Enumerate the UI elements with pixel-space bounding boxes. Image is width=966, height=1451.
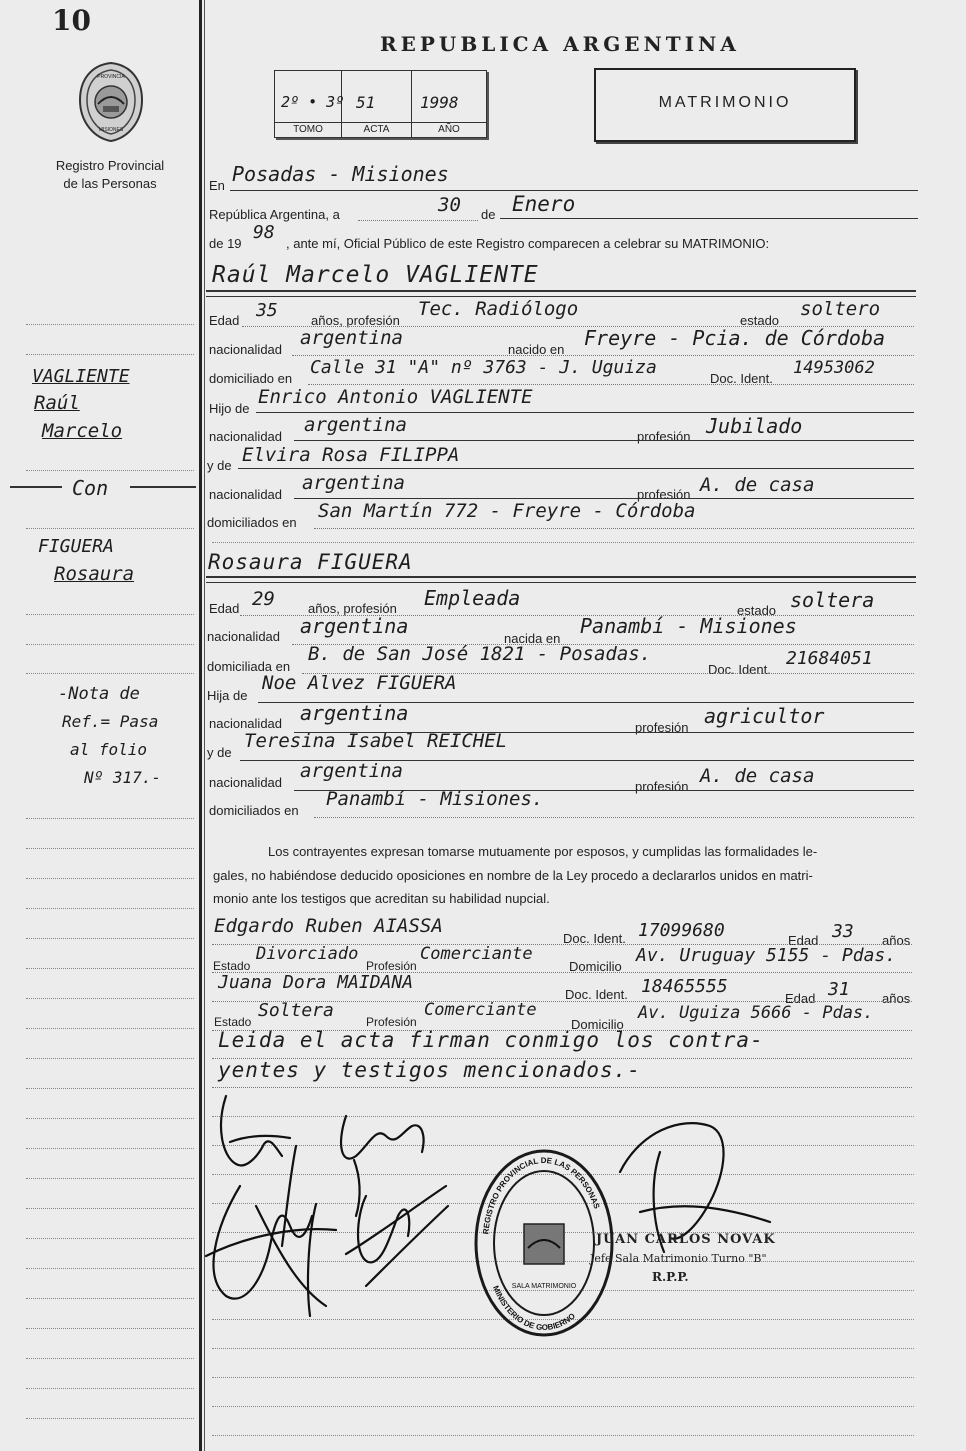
label-y-de-groom: y de bbox=[207, 458, 232, 473]
margin-con: Con bbox=[72, 476, 109, 500]
body-line-1: Los contrayentes expresan tomarse mutuamente por esposos, y cumplidas las formalidades le- bbox=[268, 844, 818, 859]
margin-bride-surname: FIGUERA bbox=[38, 536, 114, 557]
groom-doc: 14953062 bbox=[793, 358, 875, 378]
seal-top-text: PROVINCIA bbox=[97, 74, 125, 80]
place-value: Posadas - Misiones bbox=[232, 162, 449, 186]
bride-edad: 29 bbox=[252, 588, 275, 610]
signatures bbox=[186, 1086, 476, 1340]
groom-father: Enrico Antonio VAGLIENTE bbox=[258, 386, 533, 408]
stamp-outer-bottom: MINISTERIO DE GOBIERNO bbox=[491, 1284, 577, 1333]
groom-father-nac: argentina bbox=[304, 414, 407, 436]
day-value: 30 bbox=[438, 194, 461, 216]
label-nac-groom: nacionalidad bbox=[209, 342, 283, 357]
doc-type-box bbox=[594, 68, 856, 142]
registro-line1: Registro Provincial bbox=[55, 158, 165, 173]
witness1-estado: Divorciado bbox=[256, 944, 359, 964]
doc-type-title: MATRIMONIO bbox=[658, 94, 792, 111]
page-number: 10 bbox=[52, 4, 91, 37]
label-estado-w2: Estado bbox=[214, 1015, 252, 1029]
label-estado-w1: Estado bbox=[213, 959, 251, 973]
groom-mother-prof: A. de casa bbox=[700, 474, 815, 496]
stamp-inner: SALA MATRIMONIO bbox=[511, 1283, 577, 1290]
groom-edad: 35 bbox=[256, 300, 278, 321]
label-edad-w1: Edad bbox=[788, 933, 819, 948]
witness1-edad: 33 bbox=[832, 921, 854, 942]
closing-line-1: Leida el acta firman conmigo los contra- bbox=[218, 1028, 764, 1052]
groom-mother-nac: argentina bbox=[302, 472, 405, 494]
label-prof-w2: Profesión bbox=[366, 1015, 417, 1029]
official-title: Jefe Sala Matrimonio Turno "B" bbox=[590, 1252, 767, 1265]
bride-father-nac: argentina bbox=[300, 701, 409, 725]
label-de: de bbox=[481, 207, 496, 222]
label-nac-groom-father: nacionalidad bbox=[209, 429, 283, 444]
label-estado-bride: estado bbox=[737, 603, 777, 618]
margin-note-4: Nº 317.- bbox=[84, 768, 162, 787]
label-doc-w2: Doc. Ident. bbox=[565, 987, 628, 1002]
groom-profesion: Tec. Radiólogo bbox=[418, 298, 579, 320]
body-line-2: gales, no habiéndose deducido oposiciones en nombre de la Ley procedo a declararlos unidos en matri- bbox=[213, 868, 813, 883]
bride-father: Noe Alvez FIGUERA bbox=[262, 672, 457, 694]
label-prof-groom-father: profesión bbox=[637, 429, 691, 444]
witness1-domicilio: Av. Uruguay 5155 - Pdas. bbox=[636, 945, 897, 966]
label-prof-bride-father: profesión bbox=[635, 720, 689, 735]
label-anos-w2: años bbox=[882, 991, 911, 1006]
label-nacido-en: nacido en bbox=[508, 342, 565, 357]
witness2-name: Juana Dora MAIDANA bbox=[218, 972, 414, 993]
label-doms-bride: domiciliados en bbox=[209, 803, 299, 818]
label-hija-de: Hija de bbox=[207, 688, 248, 703]
label-nac-groom-mother: nacionalidad bbox=[209, 487, 283, 502]
label-edad-groom: Edad bbox=[209, 313, 240, 328]
groom-nacido-en: Freyre - Pcia. de Córdoba bbox=[584, 326, 886, 350]
label-prof-groom-mother: profesión bbox=[637, 487, 691, 502]
bride-parents-dom: Panambí - Misiones. bbox=[326, 788, 544, 810]
witness2-profesion: Comerciante bbox=[424, 1000, 537, 1020]
label-prof-w1: Profesión bbox=[366, 959, 417, 973]
bride-domicilio: B. de San José 1821 - Posadas. bbox=[308, 643, 652, 665]
label-en: En bbox=[209, 178, 225, 193]
country-title: REPUBLICA ARGENTINA bbox=[380, 32, 740, 56]
margin-groom-name1: Raúl bbox=[34, 392, 80, 414]
acta-value: 51 bbox=[356, 93, 376, 112]
bride-father-prof: agricultor bbox=[704, 704, 825, 728]
groom-mother: Elvira Rosa FILIPPA bbox=[242, 444, 460, 466]
label-dom-w1: Domicilio bbox=[569, 959, 622, 974]
bride-nacionalidad: argentina bbox=[300, 614, 409, 638]
groom-estado: soltero bbox=[800, 298, 881, 320]
label-nac-bride-father: nacionalidad bbox=[209, 716, 283, 731]
bride-nacida-en: Panambí - Misiones bbox=[580, 614, 797, 638]
bride-full-name: Rosaura FIGUERA bbox=[208, 550, 413, 574]
label-dom-w2: Domicilio bbox=[571, 1017, 624, 1032]
closing-line-2: yentes y testigos mencionados.- bbox=[218, 1058, 641, 1082]
year-suffix: 98 bbox=[253, 222, 275, 243]
record-box bbox=[274, 70, 487, 138]
label-anos-prof-groom: años, profesión bbox=[311, 313, 400, 328]
official-name: JUAN CARLOS NOVAK bbox=[596, 1232, 776, 1247]
label-anos-w1: años bbox=[882, 933, 911, 948]
tomo-value: 2º • 3º bbox=[281, 93, 345, 111]
label-doc-w1: Doc. Ident. bbox=[563, 931, 626, 946]
margin-note-3: al folio bbox=[70, 740, 148, 759]
label-dom-bride: domiciliada en bbox=[207, 659, 291, 674]
witness2-edad: 31 bbox=[828, 979, 850, 1000]
margin-groom-name2: Marcelo bbox=[42, 420, 123, 442]
bride-mother-nac: argentina bbox=[300, 760, 403, 782]
witness2-estado: Soltera bbox=[258, 1000, 334, 1021]
margin-groom-surname: VAGLIENTE bbox=[32, 366, 130, 387]
label-doc-bride: Doc. Ident. bbox=[708, 662, 771, 677]
groom-father-prof: Jubilado bbox=[706, 414, 803, 438]
label-edad-bride: Edad bbox=[209, 601, 240, 616]
groom-full-name: Raúl Marcelo VAGLIENTE bbox=[212, 262, 539, 288]
groom-parents-dom: San Martín 772 - Freyre - Córdoba bbox=[318, 500, 696, 522]
witness1-doc: 17099680 bbox=[638, 920, 725, 941]
official-stamp bbox=[472, 1148, 616, 1338]
tomo-label: TOMO bbox=[275, 122, 341, 135]
bride-estado: soltera bbox=[790, 588, 875, 612]
label-republica: República Argentina, a bbox=[209, 207, 340, 222]
stamp-outer-top: REGISTRO PROVINCIAL DE LAS PERSONAS bbox=[481, 1155, 602, 1235]
label-nac-bride-mother: nacionalidad bbox=[209, 775, 283, 790]
label-ante: , ante mí, Oficial Público de este Registro comparecen a celebrar su MATRIMONIO: bbox=[286, 236, 770, 251]
witness2-doc: 18465555 bbox=[641, 976, 728, 997]
label-y-de-bride: y de bbox=[207, 745, 232, 760]
groom-domicilio: Calle 31 "A" nº 3763 - J. Uguiza bbox=[310, 357, 657, 378]
ano-value: 1998 bbox=[420, 93, 459, 112]
label-prof-bride-mother: profesión bbox=[635, 779, 689, 794]
provincial-seal bbox=[76, 60, 146, 144]
bride-mother: Teresina Isabel REICHEL bbox=[244, 730, 508, 752]
label-doms-groom: domiciliados en bbox=[207, 515, 297, 530]
bride-doc: 21684051 bbox=[786, 648, 873, 669]
margin-note-1: -Nota de bbox=[58, 684, 140, 704]
bride-profesion: Empleada bbox=[424, 586, 521, 610]
body-line-3: monio ante los testigos que acreditan su habilidad nupcial. bbox=[213, 891, 550, 906]
label-anos-prof-bride: años, profesión bbox=[308, 601, 397, 616]
label-nacida-en: nacida en bbox=[504, 631, 561, 646]
acta-label: ACTA bbox=[342, 122, 411, 135]
seal-bottom-text: MISIONES bbox=[98, 127, 124, 133]
margin-note-2: Ref.= Pasa bbox=[62, 712, 159, 731]
month-value: Enero bbox=[512, 192, 576, 216]
official-office: R.P.P. bbox=[652, 1270, 689, 1284]
label-de19: de 19 bbox=[209, 236, 242, 251]
label-dom-groom: domiciliado en bbox=[209, 371, 293, 386]
witness2-domicilio: Av. Uguiza 5666 - Pdas. bbox=[638, 1003, 874, 1023]
witness1-name: Edgardo Ruben AIASSA bbox=[214, 915, 443, 937]
label-doc-groom: Doc. Ident. bbox=[710, 371, 773, 386]
registro-line2: de las Personas bbox=[63, 176, 157, 191]
witness1-profesion: Comerciante bbox=[420, 944, 533, 964]
label-estado-groom: estado bbox=[740, 313, 780, 328]
margin-con-rule-left bbox=[10, 486, 62, 488]
margin-con-rule-right bbox=[130, 486, 196, 488]
margin-bride-name: Rosaura bbox=[54, 563, 135, 585]
label-hijo-de: Hijo de bbox=[209, 401, 250, 416]
bride-mother-prof: A. de casa bbox=[700, 765, 815, 787]
label-edad-w2: Edad bbox=[785, 991, 816, 1006]
groom-nacionalidad: argentina bbox=[300, 327, 403, 349]
label-nac-bride: nacionalidad bbox=[207, 629, 281, 644]
ano-label: AÑO bbox=[412, 122, 486, 135]
